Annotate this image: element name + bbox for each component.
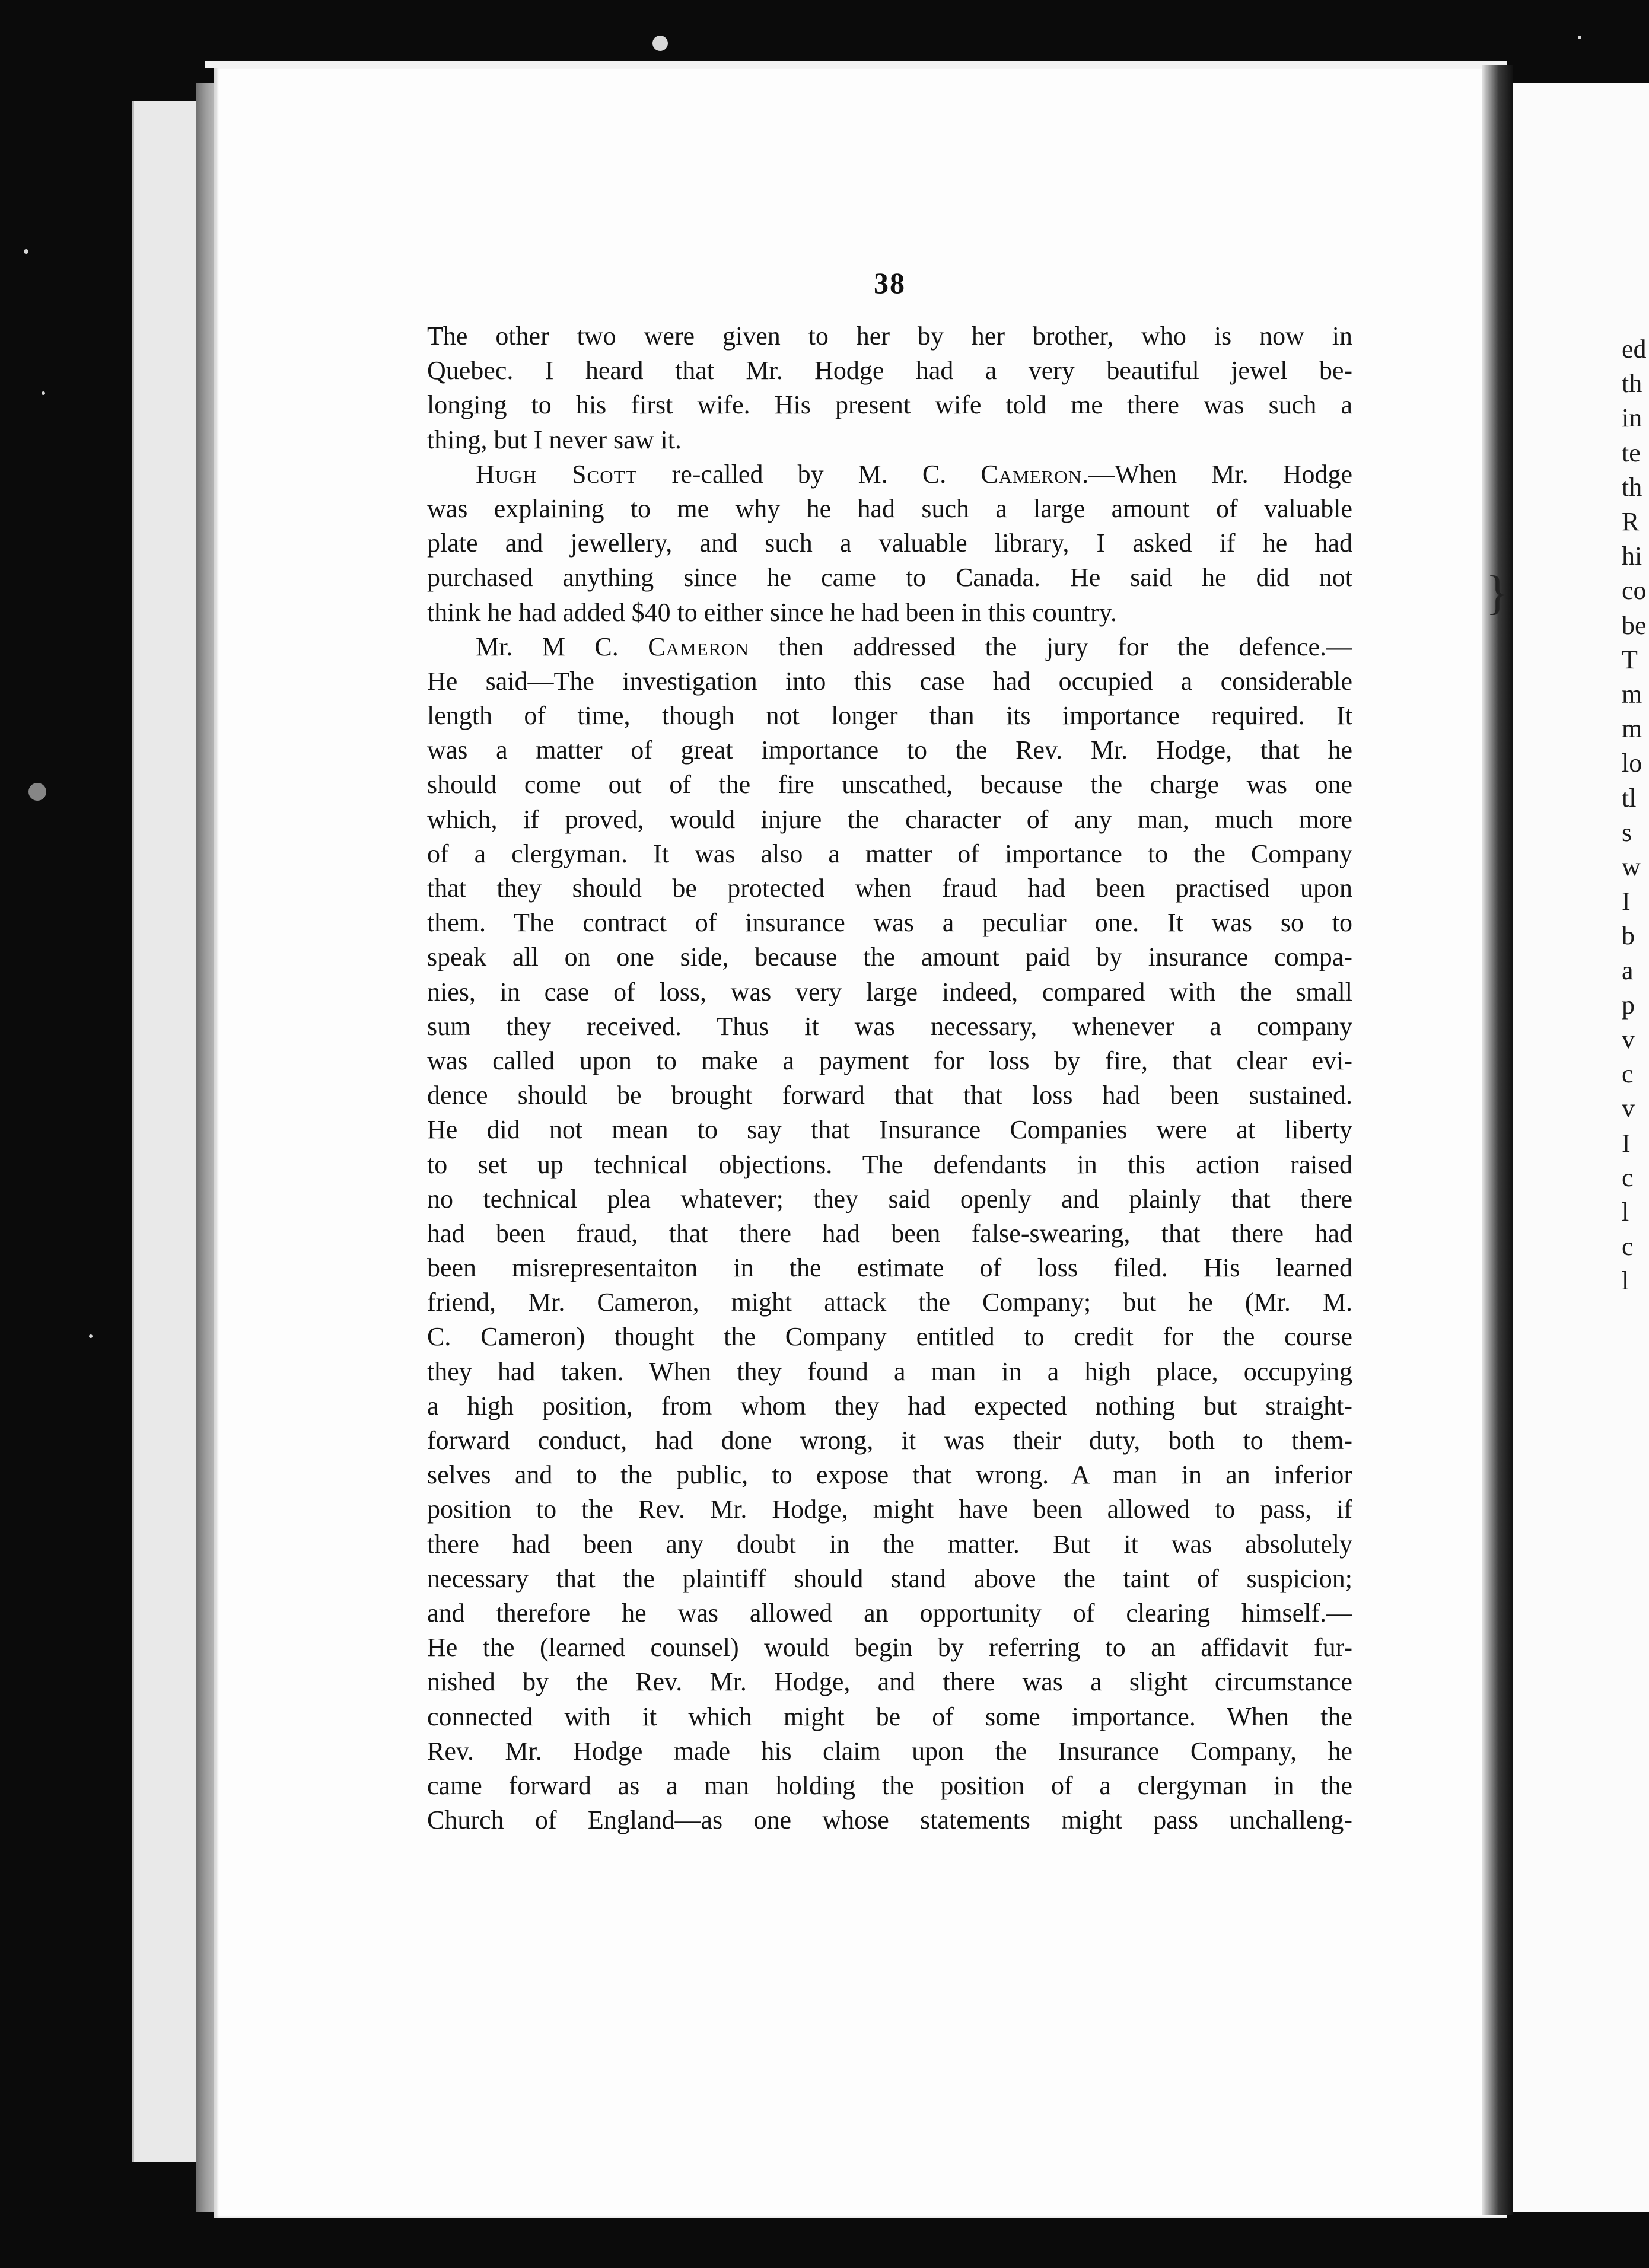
facing-page-fragment: in (1622, 403, 1642, 433)
text-run: nished by the Rev. Mr. Hodge, and there was a slight circumstance (427, 1667, 1352, 1697)
speaker-name: Hugh Scott (476, 459, 638, 489)
text-line (427, 1700, 1352, 1734)
facing-page-fragment: v (1622, 1094, 1635, 1123)
facing-page-fragment: tl (1622, 783, 1637, 813)
facing-page-fragment: s (1622, 817, 1632, 847)
text-run: He the (learned counsel) would begin by referring to an affidavit fur- (427, 1633, 1352, 1662)
text-line (427, 767, 1352, 802)
text-run: Quebec. I heard that Mr. Hodge had a very beautiful jewel be- (427, 356, 1352, 386)
speaker-name: Cameron (981, 459, 1083, 489)
text-run: Church of England—as one whose statements might pass unchalleng- (427, 1805, 1352, 1835)
text-line (427, 1044, 1352, 1078)
text-line (427, 1355, 1352, 1389)
text-run: friend, Mr. Cameron, might attack the Company; but he (Mr. M. (427, 1288, 1352, 1317)
facing-page-fragment: b (1622, 921, 1635, 951)
text-run: necessary that the plaintiff should stand above the taint of suspicion; (427, 1563, 1352, 1593)
text-line (427, 1285, 1352, 1320)
text-line (427, 1182, 1352, 1216)
text-line (427, 1562, 1352, 1596)
text-run: of a clergyman. It was also a matter of importance to the Company (427, 839, 1352, 868)
facing-page-fragment: T (1622, 645, 1638, 674)
text-line (427, 1803, 1352, 1837)
text-run: there had been any doubt in the matter. But it was absolutely (427, 1529, 1352, 1559)
text-run: was called upon to make a payment for loss by fire, that clear evi- (427, 1046, 1352, 1075)
text-line (427, 353, 1352, 388)
text-line (427, 1251, 1352, 1285)
text-line (427, 664, 1352, 699)
facing-page-fragment: I (1622, 1128, 1631, 1158)
text-run: and therefore he was allowed an opportunity of clearing himself.— (427, 1598, 1352, 1627)
text-run: nies, in case of loss, was very large indeed, compared with the small (427, 977, 1352, 1006)
body-text (427, 319, 1352, 1837)
facing-page-fragment: m (1622, 680, 1642, 709)
facing-page-fragment: th (1622, 369, 1642, 399)
text-line (427, 1320, 1352, 1354)
text-run: He did not mean to say that Insurance Companies were at liberty (427, 1115, 1352, 1145)
facing-page-fragment: c (1622, 1232, 1634, 1262)
facing-page-fragment: w (1622, 852, 1641, 882)
facing-page-fragment: l (1622, 1266, 1629, 1296)
text-line (427, 1148, 1352, 1182)
text-line (427, 1423, 1352, 1458)
facing-page-fragment: R (1622, 507, 1640, 537)
text-line (427, 1769, 1352, 1803)
text-run: was explaining to me why he had such a large amount of valuable (427, 493, 1352, 523)
text-line (427, 1009, 1352, 1044)
text-line (427, 526, 1352, 560)
text-line (427, 457, 1352, 492)
text-run: Rev. Mr. Hodge made his claim upon the Insurance Company, he (427, 1736, 1352, 1766)
text-line (427, 1389, 1352, 1423)
text-line (427, 940, 1352, 974)
text-run: re-called by M. C. (637, 459, 981, 489)
text-run: no technical plea whatever; they said openly and plainly that there (427, 1184, 1352, 1213)
text-line (427, 1630, 1352, 1665)
text-line (427, 319, 1352, 353)
text-run: longing to his first wife. His present wife told me there was such a (427, 390, 1352, 420)
text-line (427, 1078, 1352, 1113)
text-line (427, 1596, 1352, 1630)
margin-bracket-mark: } (1486, 567, 1509, 619)
text-run: forward conduct, had done wrong, it was their duty, both to them- (427, 1426, 1352, 1455)
text-line (427, 802, 1352, 837)
facing-page-fragment: m (1622, 714, 1642, 744)
text-line (427, 423, 1352, 457)
facing-page-fragment: p (1622, 990, 1635, 1020)
text-line (427, 1458, 1352, 1492)
text-line (427, 1216, 1352, 1251)
text-run: think he had added $40 to either since he had been in this country. (427, 597, 1117, 627)
text-line (427, 871, 1352, 906)
text-run: dence should be brought forward that that loss had been sustained. (427, 1081, 1352, 1110)
facing-page-fragment: co (1622, 576, 1647, 606)
text-run: length of time, though not longer than its importance required. It (427, 701, 1352, 731)
facing-page-fragment: be (1622, 610, 1647, 640)
text-run: should come out of the fire unscathed, because the charge was one (427, 770, 1352, 799)
page-number: 38 (874, 266, 906, 300)
text-run: to set up technical objections. The defendants in this action raised (427, 1149, 1352, 1179)
facing-page-fragment: te (1622, 438, 1641, 467)
facing-page-fragment: c (1622, 1162, 1634, 1192)
text-run: which, if proved, would injure the character of any man, much more (427, 804, 1352, 834)
text-run: position to the Rev. Mr. Hodge, might have been allowed to pass, if (427, 1495, 1352, 1524)
text-run: He said—The investigation into this case had occupied a considerable (427, 666, 1352, 696)
text-run: The other two were given to her by her brother, who is now in (427, 321, 1352, 351)
text-run: they had taken. When they found a man in a high place, occupying (427, 1356, 1352, 1386)
text-line (427, 388, 1352, 422)
text-line (427, 492, 1352, 526)
text-run: had been fraud, that there had been false-swearing, that there had (427, 1218, 1352, 1248)
text-run: speak all on one side, because the amount paid by insurance compa- (427, 942, 1352, 972)
facing-page-fragment: l (1622, 1197, 1629, 1227)
text-run: them. The contract of insurance was a peculiar one. It was so to (427, 908, 1352, 938)
text-run: purchased anything since he came to Canada. He said he did not (427, 563, 1352, 593)
text-run: then addressed the jury for the defence.— (749, 632, 1352, 661)
facing-page-text (1513, 332, 1647, 1299)
facing-page-fragment: a (1622, 955, 1634, 985)
text-line (427, 1734, 1352, 1769)
facing-page-fragment: I (1622, 887, 1631, 916)
facing-page-fragment: hi (1622, 541, 1642, 571)
text-run: .—When Mr. Hodge (1082, 459, 1352, 489)
text-run: connected with it which might be of some importance. When the (427, 1702, 1352, 1731)
facing-page-fragment: ed (1622, 335, 1647, 364)
text-line (427, 906, 1352, 940)
text-run: Mr. M C. (476, 632, 648, 661)
text-line (427, 837, 1352, 871)
text-run: selves and to the public, to expose that wrong. A man in an inferior (427, 1460, 1352, 1490)
facing-page-fragment: lo (1622, 748, 1642, 778)
text-run: a high position, from whom they had expected nothing but straight- (427, 1391, 1352, 1420)
text-run: C. Cameron) thought the Company entitled to credit for the course (427, 1322, 1352, 1352)
facing-page (1513, 83, 1649, 2212)
text-run: came forward as a man holding the position of a clergyman in the (427, 1770, 1352, 1800)
speaker-name: Cameron (648, 632, 749, 661)
text-run: was a matter of great importance to the Rev. Mr. Hodge, that he (427, 735, 1352, 765)
text-line (427, 560, 1352, 595)
text-line (427, 630, 1352, 664)
facing-page-fragment: c (1622, 1059, 1634, 1089)
text-line (427, 733, 1352, 767)
facing-page-fragment: v (1622, 1025, 1635, 1055)
text-run: that they should be protected when fraud had been practised upon (427, 874, 1352, 903)
book-gutter (1482, 65, 1513, 2215)
text-line (427, 1113, 1352, 1147)
text-line (427, 1492, 1352, 1527)
text-run: plate and jewellery, and such a valuable library, I asked if he had (427, 528, 1352, 558)
text-line (427, 699, 1352, 733)
text-line (427, 975, 1352, 1009)
facing-page-fragment: th (1622, 472, 1642, 502)
text-line (427, 1527, 1352, 1562)
text-run: sum they received. Thus it was necessary, whenever a company (427, 1011, 1352, 1041)
text-line (427, 595, 1352, 630)
text-run: been misrepresentaiton in the estimate of loss filed. His learned (427, 1253, 1352, 1283)
page-top-edge (205, 61, 1507, 68)
text-line (427, 1665, 1352, 1699)
text-run: thing, but I never saw it. (427, 425, 682, 454)
